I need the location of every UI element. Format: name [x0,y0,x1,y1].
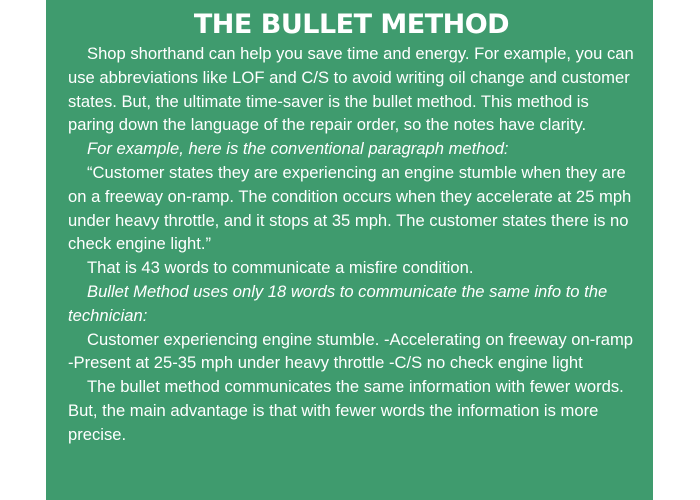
paragraph-intro: Shop shorthand can help you save time and energy. For example, you can use abbreviations like LOF and C/S to avoid writing oil change and customer states. But, the ultimate time-saver is the bullet method. This method is paring down the language of the repair order, so the notes have clarity. [68,44,634,135]
paragraph-conclusion: The bullet method communicates the same information with fewer words. But, the main advantage is that with fewer words the information is more precise. [68,377,624,444]
box-title: THE BULLET METHOD [193,9,510,40]
paragraph-word-count: That is 43 words to communicate a misfire condition. [87,258,474,278]
paragraph-example-lead: For example, here is the conventional paragraph method: [87,139,509,159]
sidebar-box [46,0,653,500]
paragraph-bullet-example: Customer experiencing engine stumble. -Accelerating on freeway on-ramp -Present at 25-35 mph under heavy throttle -C/S no check engine light [68,329,634,373]
paragraph-conventional-quote: “Customer states they are experiencing an engine stumble when they are on a freeway on-ramp. The condition occurs when they accelerate at 25 mph under heavy throttle, and it stops at 35 mph. The customer states there is no check engine light.” [68,162,632,254]
paragraph-bullet-lead: Bullet Method uses only 18 words to communicate the same info to the technician: [68,281,608,325]
